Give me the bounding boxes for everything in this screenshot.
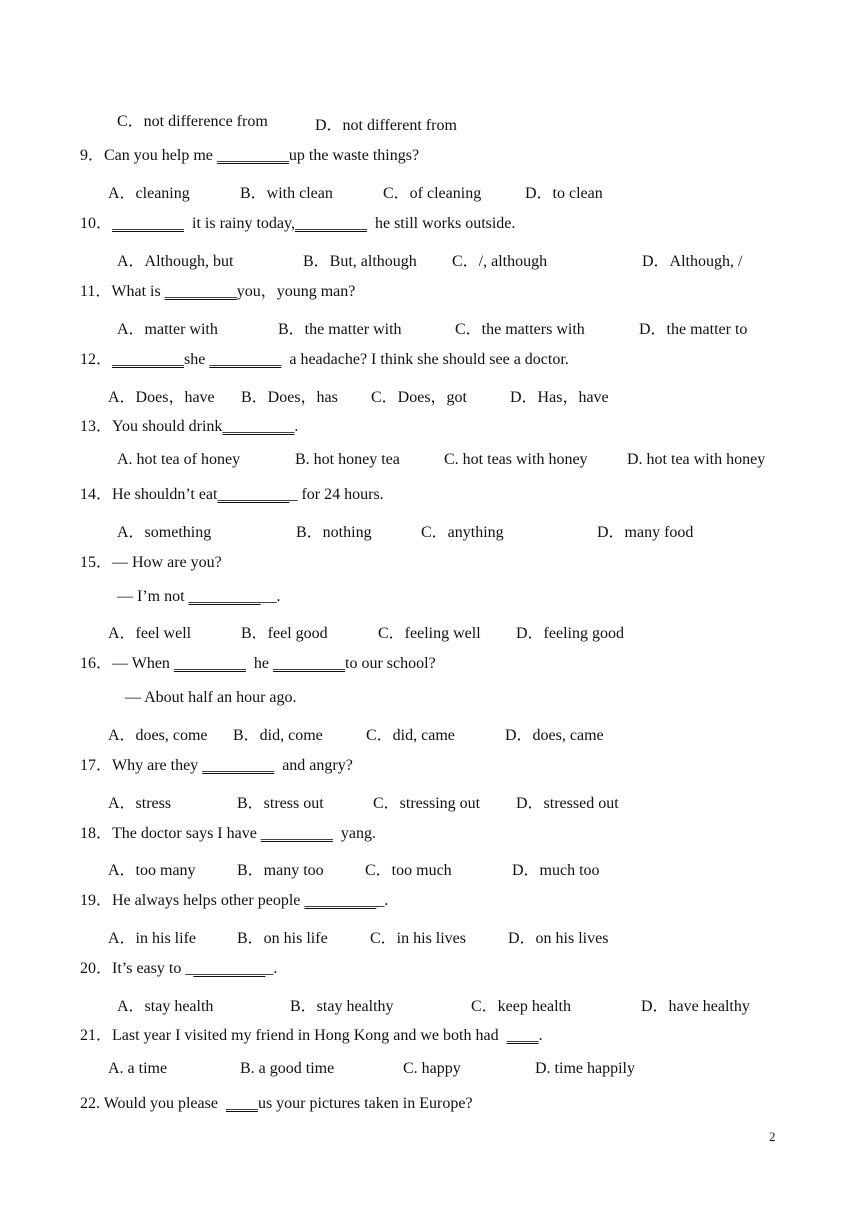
answer-option: C．/, although	[452, 253, 548, 270]
answer-option: A．cleaning	[108, 185, 190, 202]
answer-option: C．too much	[365, 862, 452, 879]
answer-option: D．feeling good	[516, 625, 624, 642]
answer-option: C. hot teas with honey	[444, 451, 588, 468]
answer-option: C．the matters with	[455, 321, 585, 338]
answer-option: A．Although, but	[117, 253, 234, 270]
answer-option: C．did, came	[366, 727, 455, 744]
question-line	[80, 891, 388, 911]
question-line	[80, 959, 277, 979]
answer-option: A. hot tea of honey	[117, 451, 241, 468]
question-text: 21．Last year I visited my friend in Hong Kong and we both had	[80, 1027, 507, 1044]
answer-option: C. happy	[403, 1060, 461, 1077]
answer-blank: _________	[188, 588, 261, 605]
answer-blank: _________	[193, 960, 266, 977]
answer-option: C．feeling well	[378, 625, 481, 642]
answer-option: A．stress	[108, 795, 172, 812]
answer-option: A．too many	[108, 862, 196, 879]
answer-option: C．anything	[421, 524, 504, 541]
answer-option: A．matter with	[117, 321, 218, 338]
question-line	[80, 417, 298, 437]
question-line	[80, 350, 569, 370]
question-text: 15．— How are you?	[80, 554, 222, 571]
answer-option: D．does, came	[505, 727, 604, 744]
question-text: .	[538, 1027, 543, 1044]
question-text: he	[245, 655, 274, 672]
question-line	[80, 824, 376, 844]
question-text: _.	[265, 960, 278, 977]
question-line	[80, 654, 436, 674]
question-text: __.	[260, 588, 281, 605]
answer-option: B．did, come	[233, 727, 323, 744]
question-line	[117, 112, 268, 132]
question-text: 18．The doctor says I have	[80, 825, 261, 842]
question-text: yang.	[332, 825, 376, 842]
question-line	[117, 587, 281, 607]
answer-blank: _________	[260, 825, 333, 842]
question-text: 16．— When	[80, 655, 174, 672]
question-text: you，young man?	[236, 283, 356, 300]
question-line	[80, 214, 515, 234]
answer-option: D．not different from	[315, 117, 457, 134]
question-text: .	[294, 418, 299, 435]
question-text: 20．It’s easy to _	[80, 960, 194, 977]
question-text: she	[184, 351, 210, 368]
answer-option: D. time happily	[535, 1060, 635, 1077]
answer-option: A．Does，have	[108, 389, 215, 406]
answer-option: B．nothing	[296, 524, 372, 541]
question-line	[80, 146, 419, 166]
question-text: 19．He always helps other people	[80, 892, 305, 909]
question-text: 12．	[80, 351, 113, 368]
answer-option: D．Has，have	[510, 389, 609, 406]
answer-option: D．have healthy	[641, 998, 750, 1015]
answer-blank: _________	[173, 655, 246, 672]
page-number: 2	[769, 1129, 776, 1144]
question-text: 22. Would you please	[80, 1095, 226, 1112]
question-text: a headache? I think she should see a doctor.	[281, 351, 569, 368]
answer-blank: _________	[202, 757, 275, 774]
question-line	[80, 1026, 543, 1046]
answer-option: B. hot honey tea	[295, 451, 400, 468]
question-line	[80, 1094, 473, 1114]
answer-option: C．Does，got	[371, 389, 468, 406]
question-text: 9．Can you help me	[80, 147, 217, 164]
question-text: — About half an hour ago.	[125, 689, 297, 706]
answer-blank: _________	[112, 351, 185, 368]
answer-blank: _________	[294, 215, 367, 232]
answer-option: D. hot tea with honey	[627, 451, 766, 468]
answer-option: B．feel good	[241, 625, 328, 642]
question-text: — I’m not	[117, 588, 189, 605]
answer-option: C．in his lives	[370, 930, 467, 947]
question-text: us your pictures taken in Europe?	[257, 1095, 473, 1112]
question-line	[80, 553, 222, 573]
question-text: 10．	[80, 215, 113, 232]
answer-option: D．Although, /	[642, 253, 743, 270]
answer-option: B．Does，has	[241, 389, 338, 406]
answer-option: C．keep health	[471, 998, 571, 1015]
question-text: 14．He shouldn’t eat	[80, 486, 218, 503]
answer-option: D．much too	[512, 862, 600, 879]
answer-option: B．But, although	[303, 253, 417, 270]
answer-blank: _________	[304, 892, 377, 909]
question-text: it is rainy today,	[184, 215, 295, 232]
answer-option: D．on his lives	[508, 930, 609, 947]
answer-option: B．on his life	[237, 930, 328, 947]
question-text: he still works outside.	[366, 215, 516, 232]
question-text: 17．Why are they	[80, 757, 203, 774]
answer-option: C．of cleaning	[383, 185, 482, 202]
answer-blank: _________	[216, 147, 289, 164]
answer-blank: ____	[506, 1027, 539, 1044]
question-text: _.	[376, 892, 389, 909]
answer-blank: ____	[225, 1095, 258, 1112]
question-line	[80, 756, 353, 776]
answer-blank: _________	[209, 351, 282, 368]
answer-option: B．stress out	[237, 795, 324, 812]
question-text: C．not difference from	[117, 113, 268, 130]
question-text: and angry?	[274, 757, 353, 774]
answer-option: D．stressed out	[516, 795, 619, 812]
answer-option: B．the matter with	[278, 321, 402, 338]
question-line	[125, 688, 297, 708]
answer-blank: _________	[112, 215, 185, 232]
answer-option: A. a time	[108, 1060, 168, 1077]
answer-option: A．does, come	[108, 727, 208, 744]
answer-option: B．many too	[237, 862, 324, 879]
question-text: up the waste things?	[288, 147, 420, 164]
question-text: 11．What is	[80, 283, 165, 300]
answer-option: A．feel well	[108, 625, 192, 642]
answer-blank: _________	[164, 283, 237, 300]
question-line	[80, 485, 384, 505]
answer-blank: _________	[273, 655, 346, 672]
answer-option: D．the matter to	[639, 321, 748, 338]
answer-option: D．many food	[597, 524, 694, 541]
answer-option: C．stressing out	[373, 795, 481, 812]
answer-option: B．stay healthy	[290, 998, 394, 1015]
answer-option: B．with clean	[240, 185, 333, 202]
answer-blank: _________	[222, 418, 295, 435]
answer-blank: _________	[217, 486, 290, 503]
answer-option: A．something	[117, 524, 212, 541]
question-line	[80, 282, 355, 302]
answer-option: D．to clean	[525, 185, 603, 202]
answer-option: B. a good time	[240, 1060, 335, 1077]
question-text: 13．You should drink	[80, 418, 223, 435]
question-text: to our school?	[345, 655, 436, 672]
question-text: _ for 24 hours.	[289, 486, 384, 503]
answer-option: A．stay health	[117, 998, 214, 1015]
answer-option: A．in his life	[108, 930, 196, 947]
